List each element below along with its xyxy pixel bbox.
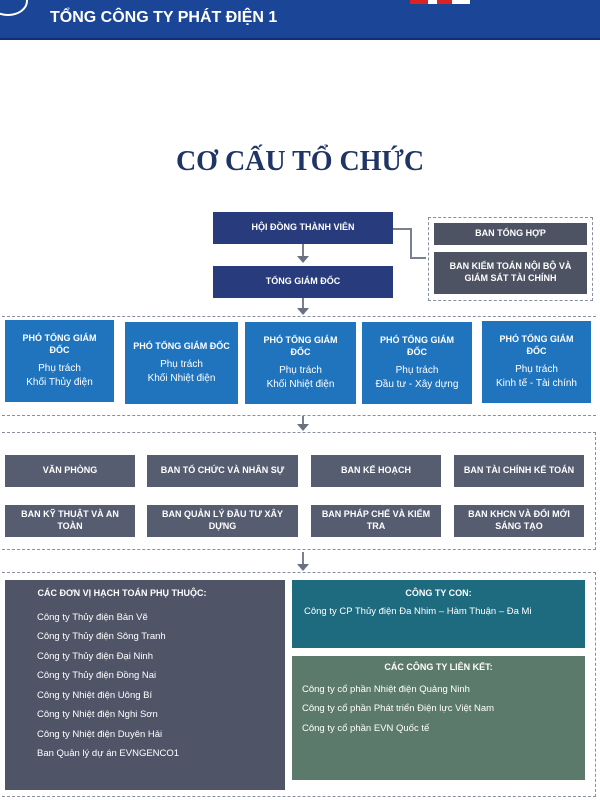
list-item: Công ty Nhiệt điện Uông Bí: [37, 689, 153, 701]
deputy-area: Đầu tư - Xây dựng: [375, 378, 459, 390]
deputy-title: PHÓ TỔNG GIÁM ĐỐC: [380, 334, 454, 357]
deputy-area: Khối Thủy điện: [26, 376, 93, 388]
flag-decoration: [410, 0, 470, 4]
ceo-label: TỔNG GIÁM ĐỐC: [265, 276, 341, 287]
board-box: [213, 212, 393, 244]
side-box-audit: [434, 252, 587, 294]
list-item: Công ty cổ phần EVN Quốc tế: [302, 722, 430, 734]
deputy-area: Khối Nhiệt điện: [266, 378, 335, 390]
department-label: BAN QUẢN LÝ ĐẦU TƯ XÂY DỰNG: [162, 509, 283, 531]
board-label: HỘI ĐỒNG THÀNH VIÊN: [251, 222, 355, 233]
deputy-sub: Phụ trách: [279, 365, 322, 377]
dependent-heading: CÁC ĐƠN VỊ HẠCH TOÁN PHỤ THUỘC:: [37, 588, 207, 598]
department-label: BAN KHCN VÀ ĐỔI MỚI SÁNG TẠO: [468, 509, 570, 531]
list-item: Công ty Nhiệt điện Nghi Sơn: [37, 709, 158, 721]
deputy-area: Kinh tế - Tài chính: [496, 377, 577, 389]
connector: [393, 228, 411, 230]
list-item: Công ty Thủy điện Đồng Nai: [37, 670, 157, 682]
list-item: Công ty Thủy điện Đại Ninh: [37, 650, 153, 662]
header-title: TỔNG CÔNG TY PHÁT ĐIỆN 1: [50, 9, 278, 26]
department-box: [5, 455, 135, 487]
list-item: Công ty cổ phần Phát triển Điện lực Việt Nam: [302, 703, 495, 715]
arrow-down-icon: [297, 256, 309, 263]
header-bar: [0, 0, 600, 40]
page-title: CƠ CẤU TỔ CHỨC: [175, 146, 425, 177]
arrow-down-icon: [297, 424, 309, 431]
department-box: [147, 505, 298, 537]
deputy-title: PHÓ TỔNG GIÁM ĐỐC: [263, 334, 338, 357]
arrow-down-icon: [297, 564, 309, 571]
deputy-sub: Phụ trách: [515, 364, 558, 376]
connector: [410, 257, 426, 259]
deputy-title: PHÓ TỔNG GIÁM ĐỐC: [133, 340, 230, 351]
connector: [302, 298, 304, 308]
list-item: Công ty Thủy điện Bản Vẽ: [37, 611, 148, 623]
associates-heading: CÁC CÔNG TY LIÊN KẾT:: [384, 662, 493, 672]
department-label: BAN KẾ HOẠCH: [340, 465, 411, 476]
department-box: [311, 505, 441, 537]
department-label: BAN TỔ CHỨC VÀ NHÂN SỰ: [160, 465, 285, 476]
deputy-director-box: [5, 320, 114, 402]
ceo-box: [213, 266, 393, 298]
side-label: BAN TỔNG HỢP: [475, 228, 546, 239]
connector: [410, 228, 412, 258]
arrow-down-icon: [297, 308, 309, 315]
connector: [302, 552, 304, 564]
associates-panel: [292, 656, 585, 780]
dependent-units-panel: [5, 580, 285, 790]
side-box-general: [434, 223, 587, 245]
company-logo: [0, 0, 28, 16]
deputy-director-box: [245, 322, 356, 404]
list-item: Công ty Thủy điện Sông Tranh: [37, 631, 166, 643]
department-box: [5, 505, 135, 537]
department-box: [454, 505, 584, 537]
list-item: Công ty CP Thủy điện Đa Nhim – Hàm Thuận – Đa Mi: [304, 605, 532, 617]
deputy-title: PHÓ TỔNG GIÁM ĐỐC: [22, 332, 97, 355]
department-label: BAN KỸ THUẬT VÀ AN TOÀN: [21, 509, 119, 531]
list-item: Công ty cổ phần Nhiệt điện Quảng Ninh: [302, 683, 470, 695]
department-box: [311, 455, 441, 487]
deputy-director-box: [362, 322, 472, 404]
department-label: BAN PHÁP CHẾ VÀ KIỂM TRA: [321, 509, 431, 531]
deputy-sub: Phụ trách: [395, 365, 439, 377]
subsidiary-panel: [292, 580, 585, 648]
list-item: Ban Quản lý dự án EVNGENCO1: [37, 748, 180, 760]
department-box: [454, 455, 584, 487]
list-item: Công ty Nhiệt điện Duyên Hải: [37, 728, 163, 740]
deputy-sub: Phụ trách: [38, 363, 81, 375]
department-label: BAN TÀI CHÍNH KẾ TOÁN: [463, 465, 575, 476]
deputy-director-box: [482, 321, 591, 403]
department-box: [147, 455, 298, 487]
deputy-area: Khối Nhiệt điện: [147, 372, 216, 384]
side-label: BAN KIỂM TOÁN NỘI BỘ VÀ GIÁM SÁT TÀI CHÍNH: [449, 261, 572, 283]
subsidiary-heading: CÔNG TY CON:: [405, 588, 472, 598]
deputy-sub: Phụ trách: [160, 359, 203, 371]
deputy-title: PHÓ TỔNG GIÁM ĐỐC: [499, 333, 574, 356]
deputy-director-box: [125, 322, 238, 404]
department-label: VĂN PHÒNG: [42, 465, 98, 476]
